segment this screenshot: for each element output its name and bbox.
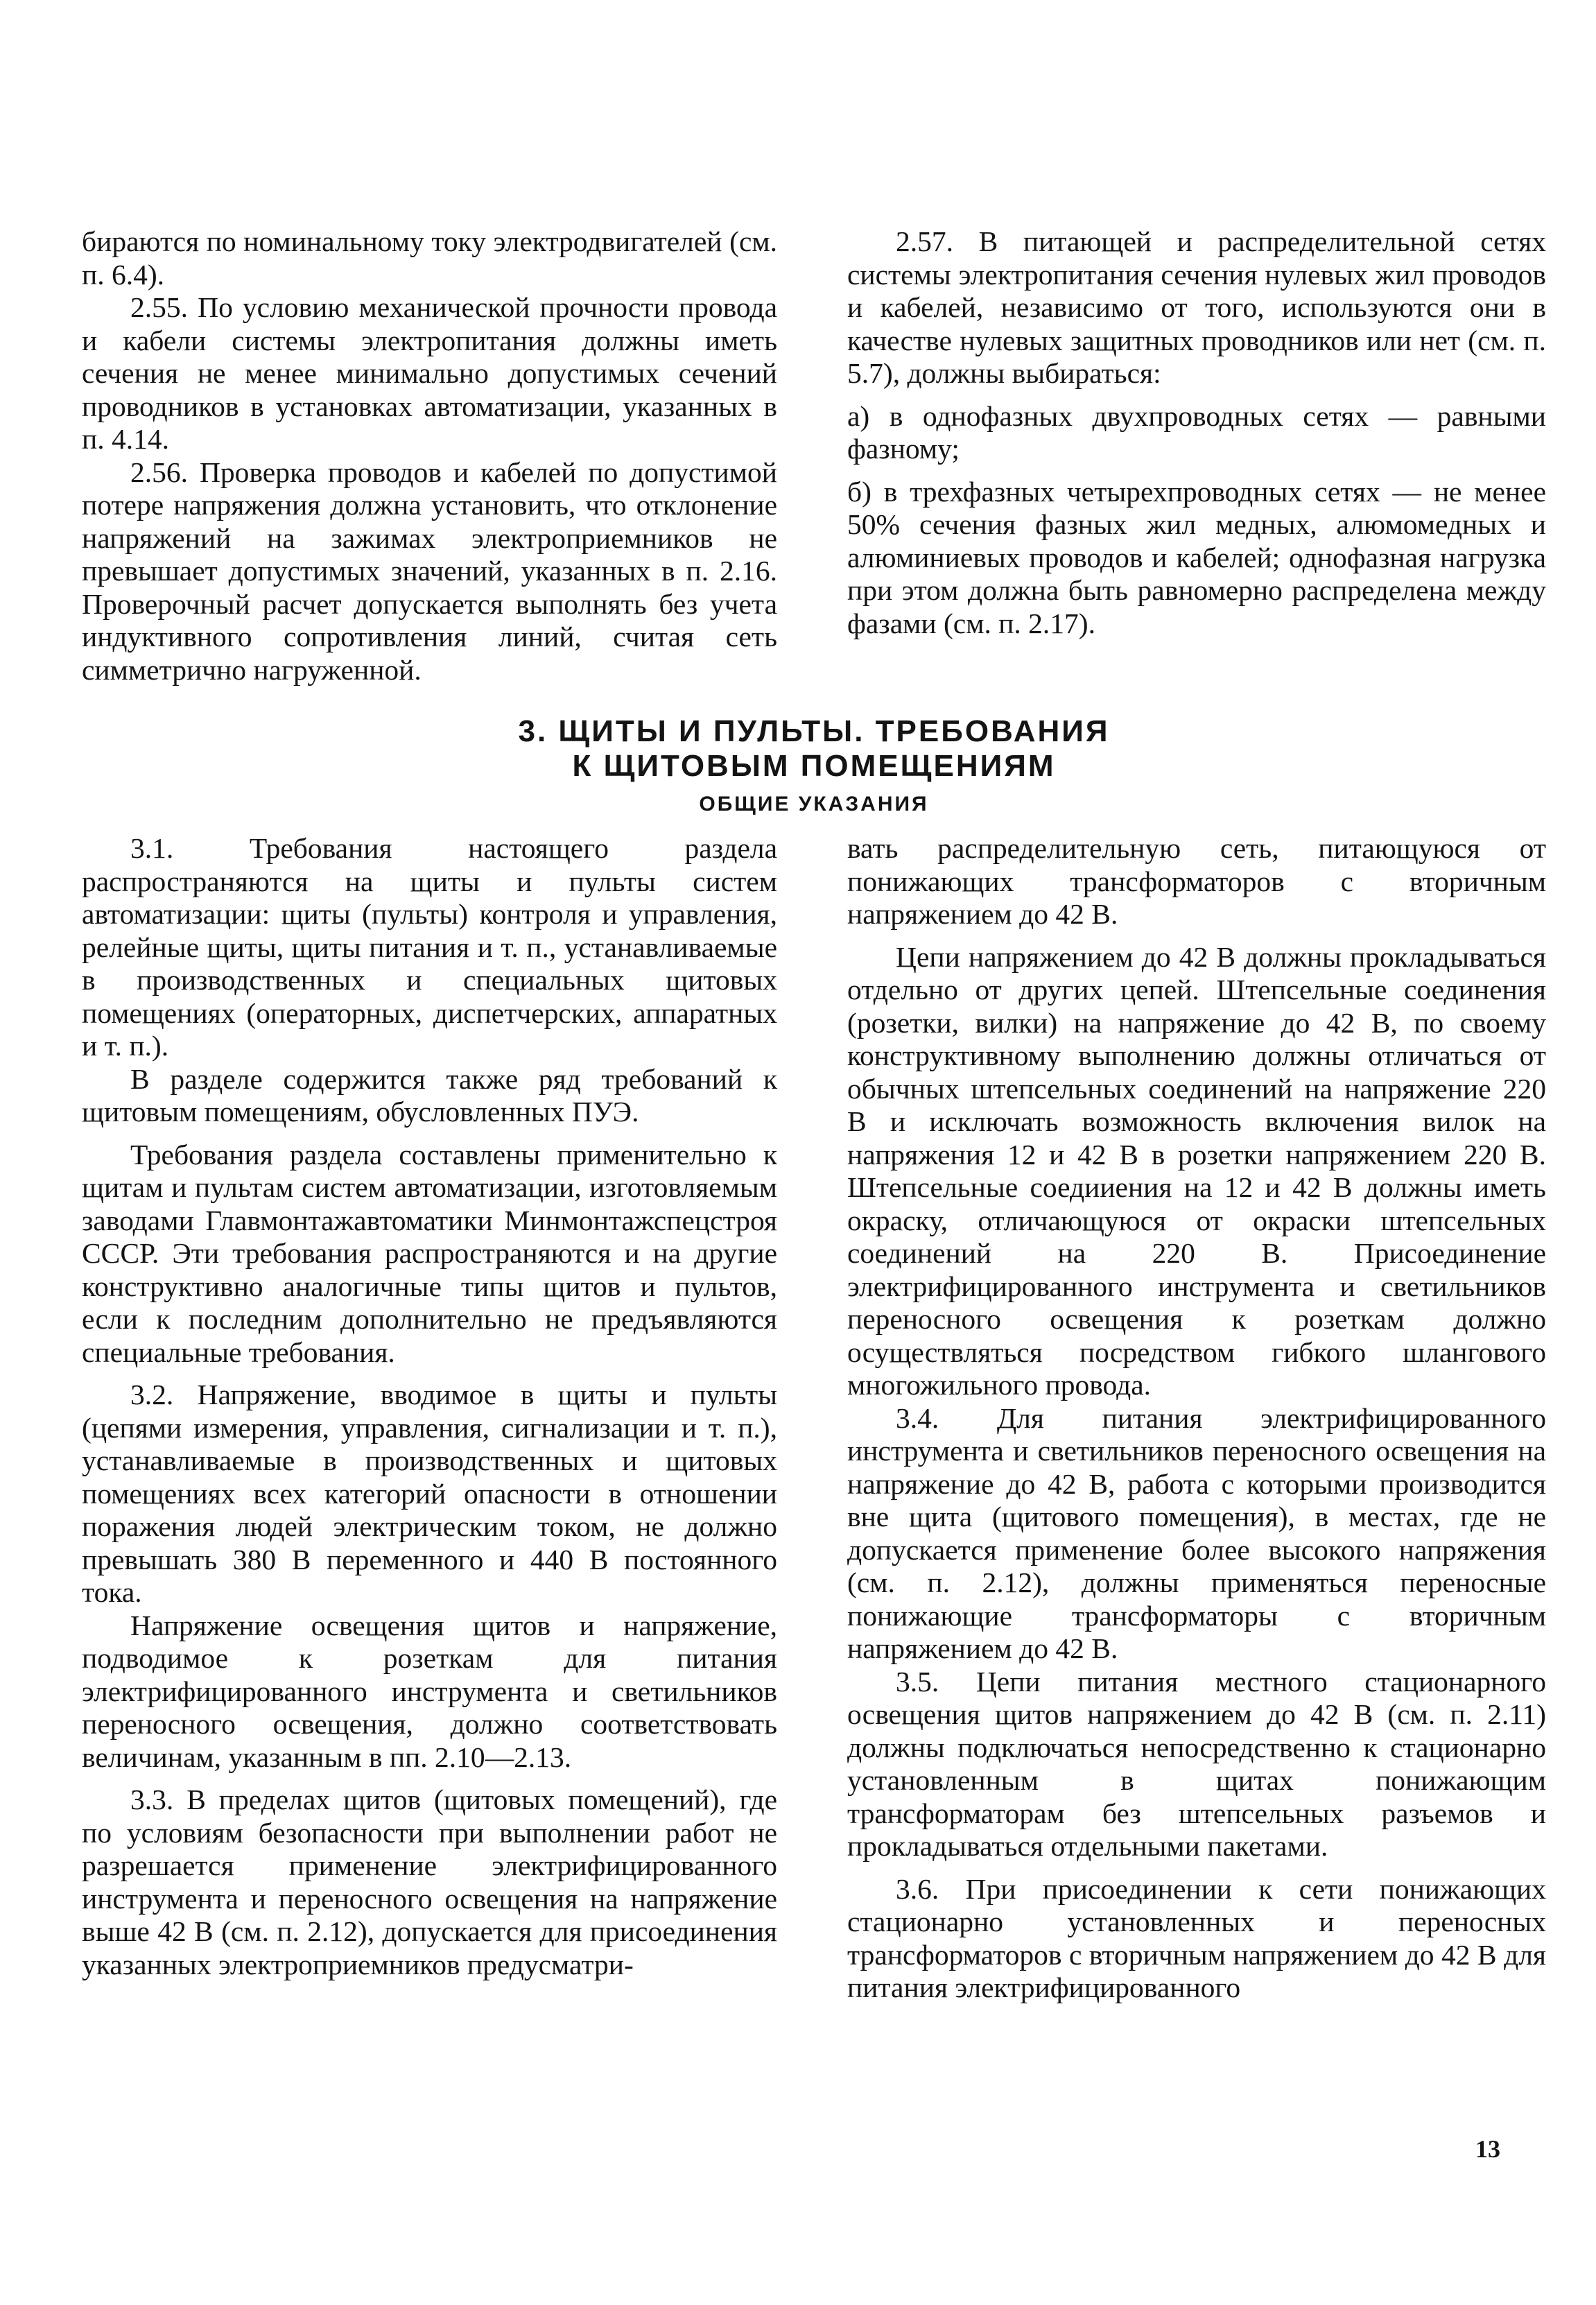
top-left-column [82, 225, 777, 687]
paragraph-3-1-cont: В разделе содержится также ряд требований к щитовым помещениям, обусловленных ПУЭ. [82, 1062, 777, 1128]
paragraph-3-1-requirements: Требования раздела составлены применительно к щитам и пультам систем автоматизации, изготовляемым заводами Главмонтажавтоматики Минмонтажспецстроя СССР. Эти требования распространяются и на другие конструктивно аналогичные типы щитов и пультов, если к последним дополнительно не предъявляются специальные требования. [82, 1138, 777, 1368]
paragraph-3-2-cont: Напряжение освещения щитов и напряжение, подводимое к розеткам для питания электрифицированного инструмента и светильников переносного освещения, должно соответствовать величинам, указанным в пп. 2.10—2.13. [82, 1609, 777, 1773]
top-right-column [847, 225, 1546, 640]
paragraph-3-2: 3.2. Напряжение, вводимое в щиты и пульты (цепями измерения, управления, сигнализации и т. п.), устанавливаемые в производственных и щитовых помещениях всех категорий опасности в отношении поражения людей электрическим током, не должно превышать 380 В переменного и 440 В постоянного тока. [82, 1379, 777, 1608]
paragraph-2-57: 2.57. В питающей и распределительной сетях системы электропитания сечения нулевых жил проводов и кабелей, независимо от того, используются они в качестве нулевых защитных проводников или нет (см. п. 5.7), должны выбираться: [847, 225, 1546, 389]
paragraph-3-3: 3.3. В пределах щитов (щитовых помещений), где по условиям безопасности при выполнении работ не разрешается применение электрифицированного инструмента и переносного освещения на напряжение выше 42 В (см. п. 2.12), допускается для присоединения указанных электроприемников предусматри- [82, 1784, 777, 1980]
list-item-b: б) в трехфазных четырехпроводных сетях — не менее 50% сечения фазных жил медных, алюмомедных и алюминиевых проводов и кабелей; однофазная нагрузка при этом должна быть равномерно распределена между фазами (см. п. 2.17). [847, 475, 1546, 639]
page-number: 13 [1475, 2135, 1500, 2163]
section-title-line-2: К ЩИТОВЫМ ПОМЕЩЕНИЯМ [572, 749, 1056, 783]
paragraph-3-5: 3.5. Цепи питания местного стационарного освещения щитов напряжением до 42 В (см. п. 2.11) должны подключаться непосредственно к стационарно установленным в щитах понижающим трансформаторам без штепсельных разъемов и прокладываться отдельными пакетами. [847, 1665, 1546, 1862]
paragraph-3-1: 3.1. Требования настоящего раздела распространяются на щиты и пульты систем автоматизации: щиты (пульты) контроля и управления, релейные щиты, щиты питания и т. п., устанавливаемые в производственных и специальных щитовых помещениях (операторных, диспетчерских, аппаратных и т. п.). [82, 832, 777, 1062]
paragraph-2-55: 2.55. По условию механической прочности провода и кабели системы электропитания должны иметь сечения не менее минимально допустимых сечений проводников в установках автоматизации, указанных в п. 4.14. [82, 291, 777, 455]
bottom-right-column [847, 832, 1546, 2005]
subsection-title: ОБЩИЕ УКАЗАНИЯ [699, 793, 929, 815]
paragraph-3-4: 3.4. Для питания электрифицированного инструмента и светильников переносного освещения на напряжение до 42 В, работа с которыми производится вне щита (щитового помещения), в местах, где не допускается применение более высокого напряжения (см. п. 2.12), должны применяться переносные понижающие трансформаторы с вторичным напряжением до 42 В. [847, 1401, 1546, 1664]
paragraph-2-56: 2.56. Проверка проводов и кабелей по допустимой потере напряжения должна установить, что отклонение напряжений на зажимах электроприемников не превышает допустимых значений, указанных в п. 2.16. Проверочный расчет допускается выполнять без учета индуктивного сопротивления линий, считая сеть симметрично нагруженной. [82, 456, 777, 686]
paragraph-3-6: 3.6. При присоединении к сети понижающих стационарно установленных и переносных трансформаторов с вторичным напряжением до 42 В для питания электрифицированного [847, 1872, 1546, 2003]
paragraph-3-3-cont: вать распределительную сеть, питающуюся от понижающих трансформаторов с вторичным напряжением до 42 В. [847, 832, 1546, 930]
section-title-line-1: 3. ЩИТЫ И ПУЛЬТЫ. ТРЕБОВАНИЯ [518, 714, 1110, 748]
paragraph-continuation: бираются по номинальному току электродвигателей (см. п. 6.4). [82, 225, 777, 291]
bottom-left-column [82, 832, 777, 1981]
section-heading-block [82, 714, 1546, 818]
list-item-a: а) в однофазных двухпроводных сетях — равными фазному; [847, 399, 1546, 465]
paragraph-3-3-circuits: Цепи напряжением до 42 В должны прокладываться отдельно от других цепей. Штепсельные соединения (розетки, вилки) на напряжение до 42 В, по своему конструктивному выполнению должны отличаться от обычных штепсельных соединений на напряжение 220 В и исключать возможность включения вилок на напряжения 12 и 42 В в розетки напряжением 220 В. Штепсельные соедииения на 12 и 42 В должны иметь окраску, отличающуюся от окраски штепсельных соединений на 220 В. Присоединение электрифицированного инструмента и светильников переносного освещения к розеткам должно осуществляться посредством гибкого шлангового многожильного провода. [847, 940, 1546, 1401]
